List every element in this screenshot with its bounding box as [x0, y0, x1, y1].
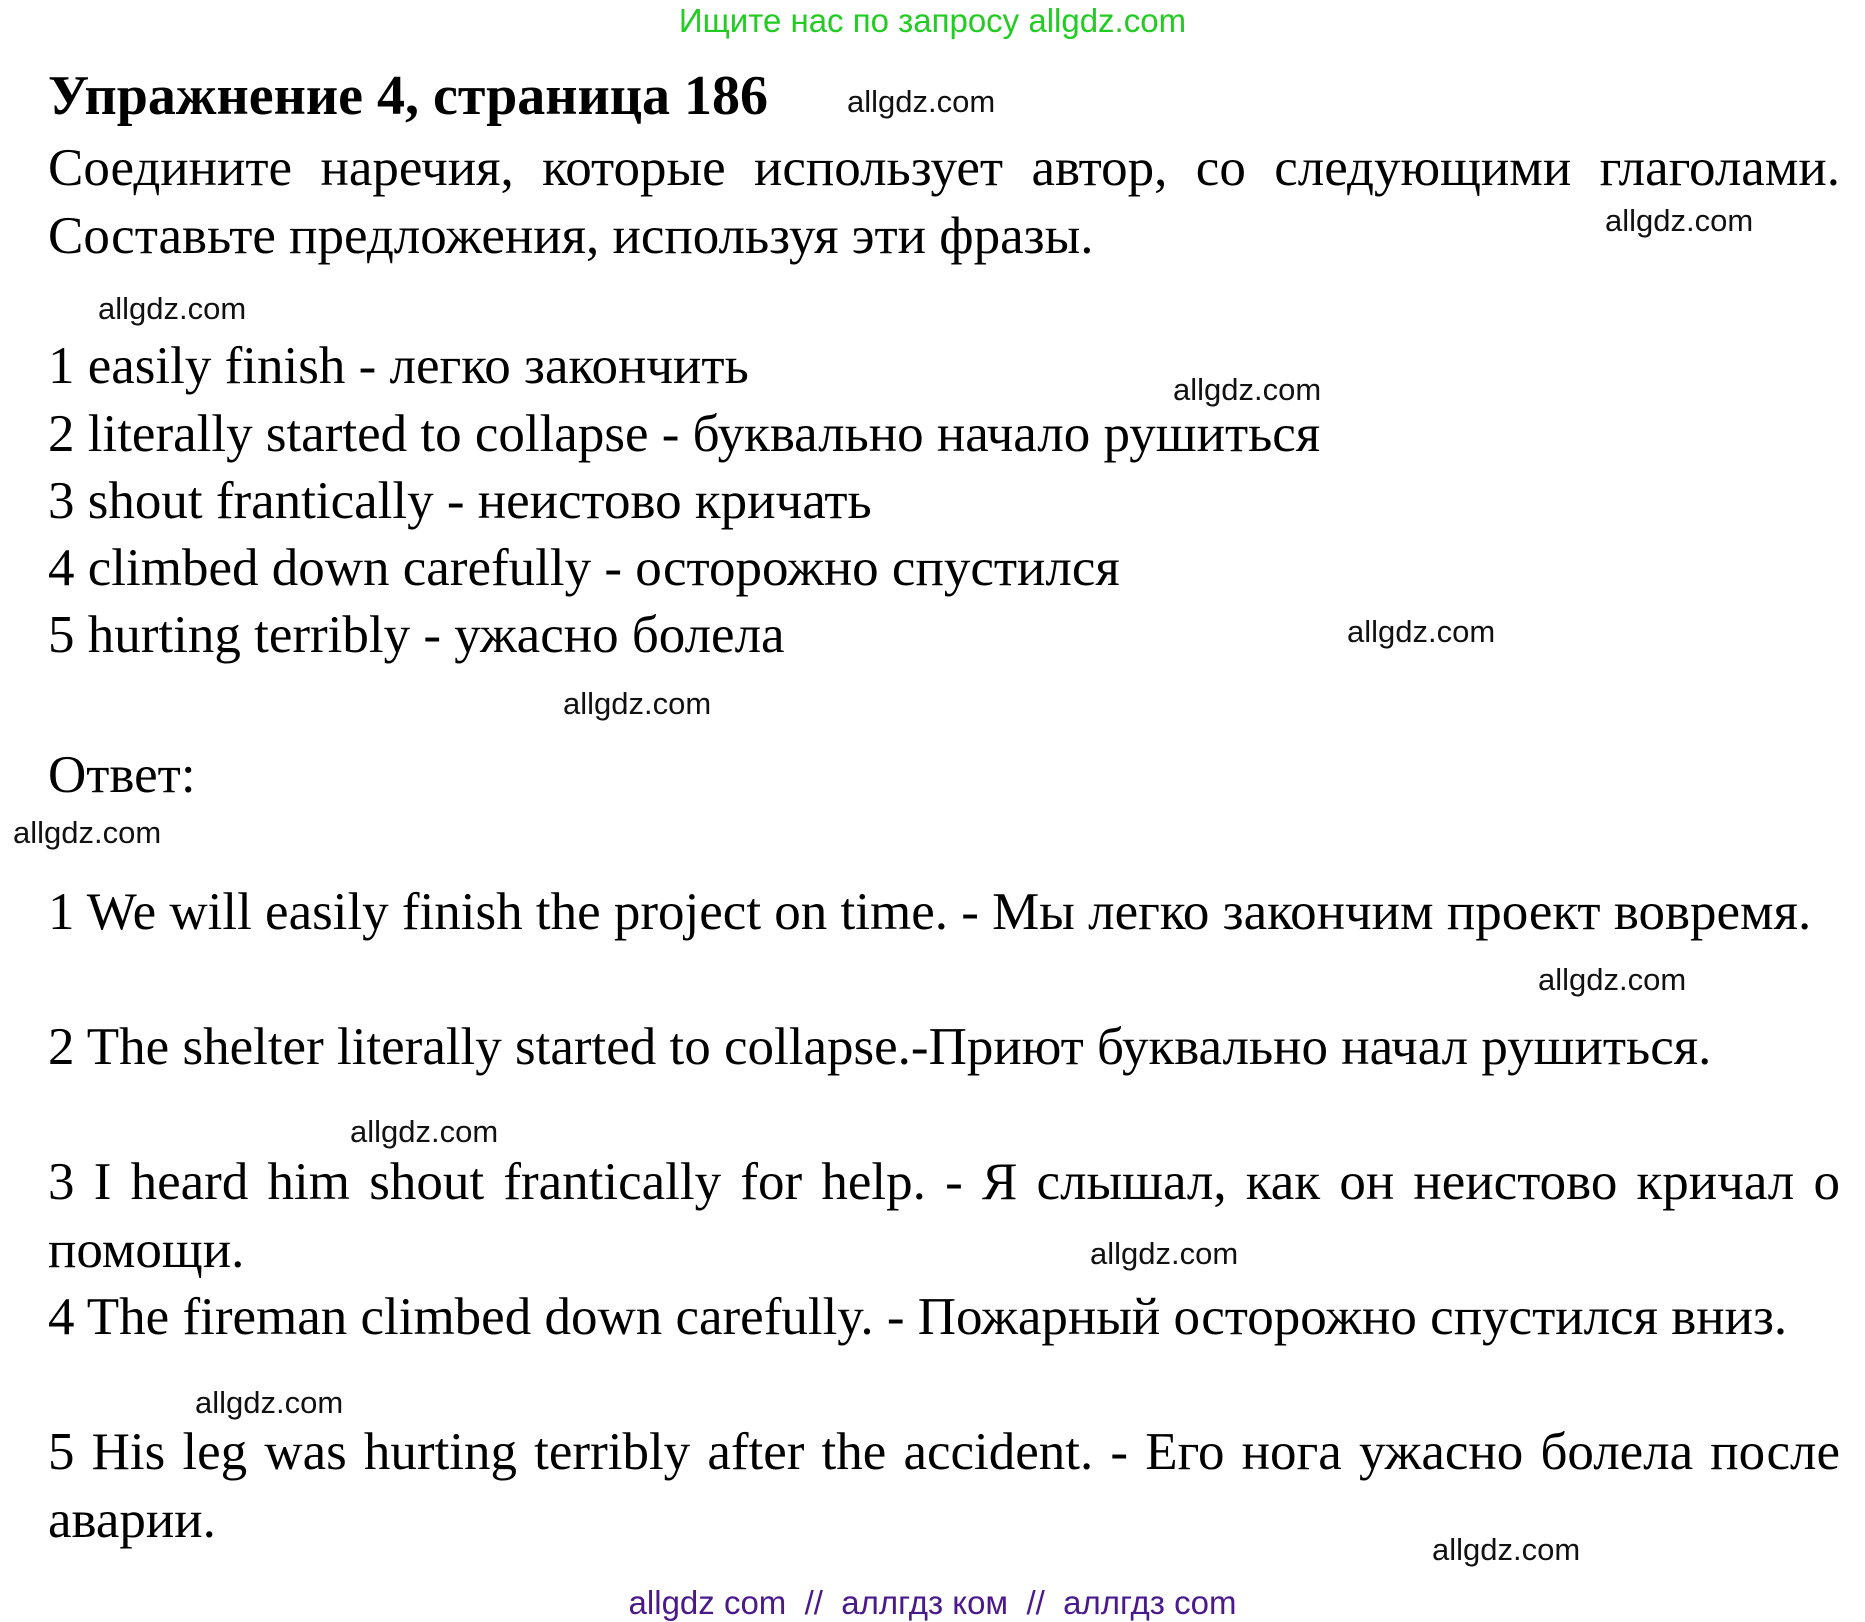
- watermark: allgdz.com: [563, 686, 712, 721]
- phrase-item: 5 hurting terribly - ужасно болела: [48, 606, 785, 664]
- watermark: allgdz.com: [350, 1114, 499, 1149]
- answer-label: Ответ:: [48, 746, 196, 804]
- watermark: allgdz.com: [1090, 1236, 1239, 1271]
- answer-item: 1 We will easily finish the project on time. - Мы легко закончим проект вовремя.: [48, 883, 1812, 941]
- page-title: Упражнение 4, страница 186: [48, 65, 769, 127]
- watermark: allgdz.com: [1347, 614, 1496, 649]
- top-banner: Ищите нас по запросу allgdz.com: [678, 2, 1187, 39]
- answer-item: 2 The shelter literally started to collapse.-Приют буквально начал рушиться.: [48, 1018, 1712, 1076]
- footer-watermark: allgdz com // аллгдз ком // аллгдз com: [628, 1584, 1237, 1621]
- phrase-item: 1 easily finish - легко закончить: [48, 337, 749, 395]
- answer-item: 5 His leg was hurting terribly after the accident. - Его нога ужасно болела после аварии.: [48, 1423, 1840, 1549]
- watermark: allgdz.com: [1538, 962, 1687, 997]
- watermark: allgdz.com: [1432, 1532, 1581, 1567]
- answer-item: 4 The fireman climbed down carefully. - Пожарный осторожно спустился вниз.: [48, 1288, 1788, 1346]
- phrase-item: 4 climbed down carefully - осторожно спустился: [48, 539, 1120, 597]
- phrase-item: 3 shout frantically - неистово кричать: [48, 472, 872, 530]
- answer-item: 3 I heard him shout frantically for help. - Я слышал, как он неистово кричал о помощи.: [48, 1153, 1840, 1279]
- phrase-item: 2 literally started to collapse - буквально начало рушиться: [48, 405, 1321, 463]
- watermark: allgdz.com: [13, 815, 162, 850]
- watermark: allgdz.com: [98, 291, 247, 326]
- watermark: allgdz.com: [195, 1385, 344, 1420]
- watermark: allgdz.com: [847, 84, 996, 119]
- watermark: allgdz.com: [1173, 372, 1322, 407]
- instruction-text: Соедините наречия, которые использует автор, со следующими глаголами. Составьте предложения, используя эти фразы.: [48, 139, 1840, 265]
- watermark: allgdz.com: [1605, 203, 1754, 238]
